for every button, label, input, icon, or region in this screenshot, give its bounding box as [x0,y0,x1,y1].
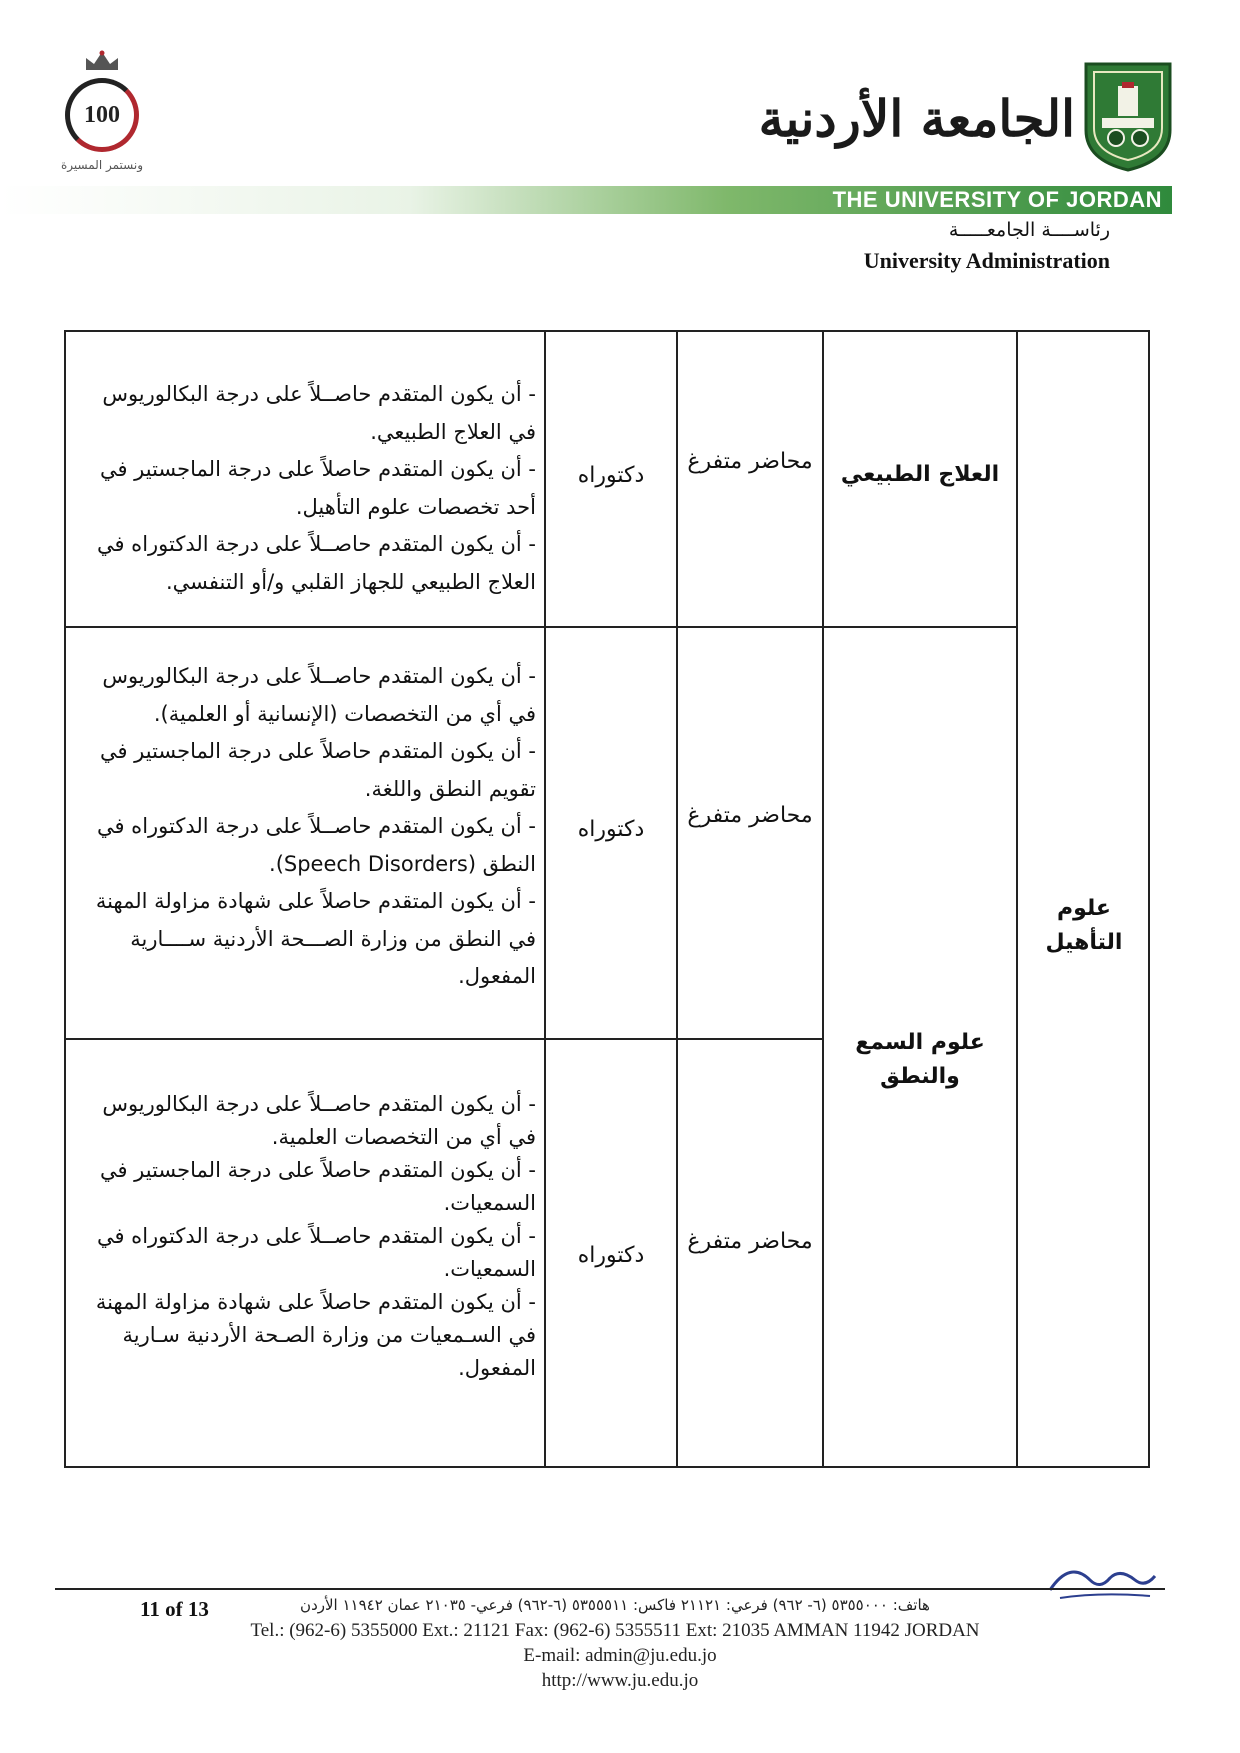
requirement-item: - أن يكون المتقدم حاصــلاً على درجة البكالوريوس في أي من التخصصات (الإنسانية أو العلمية). [102,664,536,726]
requirement-item: - أن يكون المتقدم حاصــلاً على درجة الدكتوراه في النطق (Speech Disorders). [96,814,536,876]
requirement-item: - أن يكون المتقدم حاصــلاً على درجة الدكتوراه في السمعيات. [96,1224,536,1281]
academic-rank: محاضر متفرغ [687,449,813,474]
requirement-item: - أن يكون المتقدم حاصلاً على درجة الماجستير في السمعيات. [99,1158,536,1215]
requirement-item: - أن يكون المتقدم حاصــلاً على درجة البكالوريوس في أي من التخصصات العلمية. [102,1092,536,1149]
column-divider [544,332,546,1466]
university-emblem-icon [1082,60,1174,172]
faculty-name: علوم التأهيل [1045,896,1123,955]
required-degree: دكتوراه [577,463,645,488]
column-divider [822,332,824,1466]
university-name-arabic: الجامعة الأردنية [758,89,1075,148]
contact-arabic: هاتف: ٥٣٥٥٠٠٠ (٦- ٩٦٢) فرعي: ٢١١٢١ فاكس: ٥٣٥٥٥١١ (٦-٩٦٢) فرعي- ٢١٠٣٥ عمان ١١٩٤٢ الأردن [300,1596,930,1614]
requirement-item: - أن يكون المتقدم حاصلاً على شهادة مزاولة المهنة في السـمعيات من وزارة الصـحة الأردنية سـارية المفعول. [95,1290,536,1380]
requirement-item: - أن يكون المتقدم حاصــلاً على درجة البكالوريوس في العلاج الطبيعي. [102,382,536,444]
footer-rule [55,1588,1165,1590]
requirements-list [76,1088,536,1385]
centenary-logo [52,50,152,180]
academic-rank: محاضر متفرغ [687,1229,813,1254]
requirement-item: - أن يكون المتقدم حاصلاً على درجة الماجستير في تقويم النطق واللغة. [99,739,536,801]
administration-english: University Administration [863,248,1110,273]
university-name-english: THE UNIVERSITY OF JORDAN [832,187,1162,212]
centenary-tagline: ونستمر المسيرة [61,158,143,172]
department-name: علوم السمع والنطق [855,1030,985,1089]
crown-icon [82,50,122,72]
required-degree: دكتوراه [577,1243,645,1268]
requirements-list [76,658,536,996]
centenary-number: 100 [84,101,120,128]
website-link[interactable]: http://www.ju.edu.jo [541,1670,699,1691]
required-degree: دكتوراه [577,817,645,842]
department-name: العلاج الطبيعي [840,462,1000,487]
academic-rank: محاضر متفرغ [687,803,813,828]
contact-email: E-mail: admin@ju.edu.jo [523,1645,717,1666]
requirement-item: - أن يكون المتقدم حاصــلاً على درجة الدكتوراه في العلاج الطبيعي للجهاز القلبي و/أو التنفسي. [96,532,536,594]
administration-arabic: رئاســــة الجامعـــــة [948,219,1110,241]
page-number: 11 of 13 [140,1597,209,1621]
column-divider [676,332,678,1466]
row-divider [66,1038,822,1040]
contact-english: Tel.: (962-6) 5355000 Ext.: 21121 Fax: (962-6) 5355511 Ext: 21035 AMMAN 11942 JORDAN [250,1620,980,1641]
row-divider [66,626,1016,628]
requirement-item: - أن يكون المتقدم حاصلاً على شهادة مزاولة المهنة في النطق من وزارة الصـــحة الأردنية ســــارية المفعول. [95,889,536,988]
requirements-table [64,330,1150,1468]
signature-icon [1040,1550,1160,1610]
centenary-ring [65,78,139,152]
header-green-bar [0,186,1172,214]
requirement-item: - أن يكون المتقدم حاصلاً على درجة الماجستير في أحد تخصصات علوم التأهيل. [99,457,536,519]
requirements-list [76,376,536,601]
